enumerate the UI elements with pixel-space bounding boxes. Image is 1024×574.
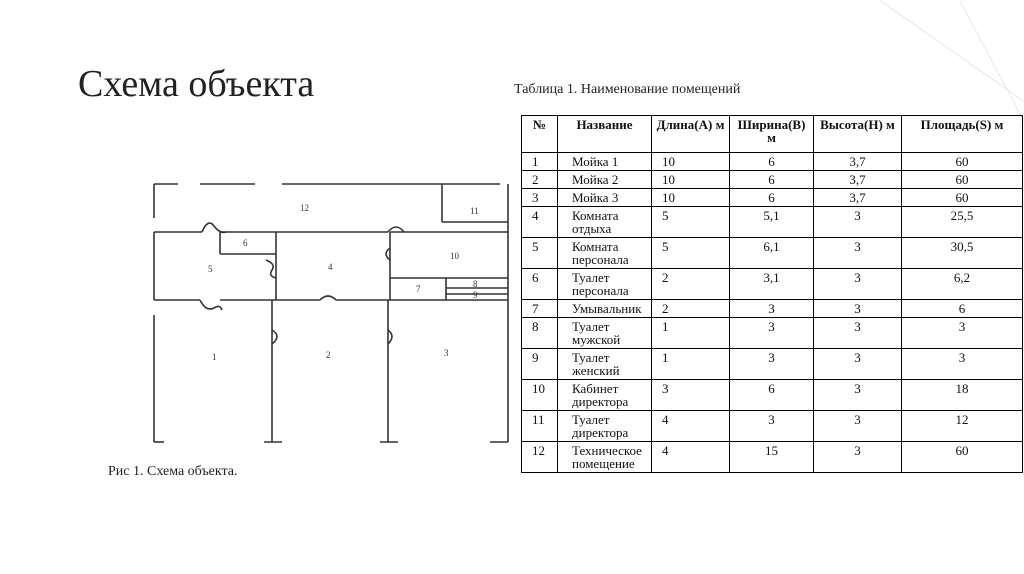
table-cell: 60 bbox=[902, 153, 1023, 171]
table-row bbox=[522, 411, 1023, 442]
table-cell: 6 bbox=[730, 380, 814, 411]
table-cell: 10 bbox=[652, 189, 730, 207]
header-cell: № bbox=[522, 116, 558, 153]
table-cell: 3 bbox=[814, 269, 902, 300]
table-cell: 3 bbox=[814, 238, 902, 269]
table-cell: 2 bbox=[652, 300, 730, 318]
table-cell: 3 bbox=[730, 411, 814, 442]
header-cell: Высота(Н) м bbox=[814, 116, 902, 153]
table-cell: 3 bbox=[652, 380, 730, 411]
table-cell: 1 bbox=[652, 318, 730, 349]
room-label: 1 bbox=[212, 352, 217, 362]
table-cell: Мойка 2 bbox=[558, 171, 652, 189]
table-cell: 10 bbox=[522, 380, 558, 411]
room-label: 12 bbox=[300, 203, 309, 213]
table-cell: 25,5 bbox=[902, 207, 1023, 238]
table-cell: 3 bbox=[522, 189, 558, 207]
table-cell: 5,1 bbox=[730, 207, 814, 238]
table-cell: Комната отдыха bbox=[558, 207, 652, 238]
table-cell: 10 bbox=[652, 153, 730, 171]
room-label: 7 bbox=[416, 284, 421, 294]
table-cell: 6 bbox=[902, 300, 1023, 318]
table-cell: Техническое помещение bbox=[558, 442, 652, 473]
figure-caption: Рис 1. Схема объекта. bbox=[108, 464, 238, 479]
table-cell: 7 bbox=[522, 300, 558, 318]
table-row bbox=[522, 171, 1023, 189]
header-cell: Ширина(В) м bbox=[730, 116, 814, 153]
table-cell: 3 bbox=[814, 318, 902, 349]
table-cell: Умывальник bbox=[558, 300, 652, 318]
table-row bbox=[522, 189, 1023, 207]
table-cell: 6 bbox=[730, 189, 814, 207]
room-label: 8 bbox=[473, 279, 478, 289]
slide-title: Схема объекта bbox=[78, 63, 315, 105]
table-cell: 4 bbox=[522, 207, 558, 238]
table-cell: 3,1 bbox=[730, 269, 814, 300]
table-cell: 18 bbox=[902, 380, 1023, 411]
table-cell: 2 bbox=[522, 171, 558, 189]
room-label: 10 bbox=[450, 251, 459, 261]
header-cell: Площадь(S) м bbox=[902, 116, 1023, 153]
table-cell: 6,1 bbox=[730, 238, 814, 269]
table-cell: 3 bbox=[814, 207, 902, 238]
room-label: 3 bbox=[444, 348, 449, 358]
table-cell: 1 bbox=[652, 349, 730, 380]
table-cell: 6 bbox=[730, 153, 814, 171]
rooms-table bbox=[521, 115, 1023, 473]
room-label: 5 bbox=[208, 264, 213, 274]
table-cell: 11 bbox=[522, 411, 558, 442]
table-cell: 3 bbox=[814, 380, 902, 411]
table-cell: 60 bbox=[902, 189, 1023, 207]
table-cell: 4 bbox=[652, 442, 730, 473]
table-cell: 4 bbox=[652, 411, 730, 442]
table-cell: 3,7 bbox=[814, 153, 902, 171]
room-label: 9 bbox=[473, 290, 478, 300]
table-cell: 10 bbox=[652, 171, 730, 189]
room-label: 6 bbox=[243, 238, 248, 248]
table-row bbox=[522, 318, 1023, 349]
table-cell: Мойка 3 bbox=[558, 189, 652, 207]
room-label: 11 bbox=[470, 206, 479, 216]
table-row bbox=[522, 153, 1023, 171]
table-cell: 5 bbox=[652, 238, 730, 269]
table-cell: 6 bbox=[730, 171, 814, 189]
table-cell: Туалет персонала bbox=[558, 269, 652, 300]
table-cell: 6,2 bbox=[902, 269, 1023, 300]
table-cell: Комната персонала bbox=[558, 238, 652, 269]
table-cell: 15 bbox=[730, 442, 814, 473]
room-label: 4 bbox=[328, 262, 333, 272]
table-cell: Мойка 1 bbox=[558, 153, 652, 171]
table-body bbox=[522, 153, 1023, 473]
table-cell: 8 bbox=[522, 318, 558, 349]
table-cell: 60 bbox=[902, 442, 1023, 473]
table-caption: Таблица 1. Наименование помещений bbox=[514, 82, 741, 97]
table-cell: 9 bbox=[522, 349, 558, 380]
floor-plan bbox=[140, 170, 510, 445]
table-cell: 3,7 bbox=[814, 171, 902, 189]
table-cell: 3 bbox=[814, 300, 902, 318]
table-row bbox=[522, 269, 1023, 300]
table-cell: 2 bbox=[652, 269, 730, 300]
table-cell: Туалет женский bbox=[558, 349, 652, 380]
table-cell: 12 bbox=[522, 442, 558, 473]
table-cell: 6 bbox=[522, 269, 558, 300]
table-cell: Туалет мужской bbox=[558, 318, 652, 349]
table-cell: Туалет директора bbox=[558, 411, 652, 442]
decorative-line bbox=[879, 0, 1024, 127]
table-row bbox=[522, 380, 1023, 411]
table-cell: 5 bbox=[522, 238, 558, 269]
table-cell: 3 bbox=[730, 318, 814, 349]
table-cell: 3 bbox=[902, 349, 1023, 380]
table-row bbox=[522, 207, 1023, 238]
table-cell: 3 bbox=[814, 442, 902, 473]
table-cell: 3 bbox=[814, 349, 902, 380]
table-row bbox=[522, 349, 1023, 380]
table-cell: 60 bbox=[902, 171, 1023, 189]
table-cell: 3 bbox=[730, 300, 814, 318]
table-row bbox=[522, 442, 1023, 473]
table-header-row bbox=[522, 116, 1023, 153]
table-row bbox=[522, 238, 1023, 269]
header-cell: Название bbox=[558, 116, 652, 153]
table-row bbox=[522, 300, 1023, 318]
table-cell: 3 bbox=[902, 318, 1023, 349]
table-cell: 3 bbox=[814, 411, 902, 442]
table-cell: Кабинет директора bbox=[558, 380, 652, 411]
header-cell: Длина(А) м bbox=[652, 116, 730, 153]
table-cell: 3,7 bbox=[814, 189, 902, 207]
table-cell: 3 bbox=[730, 349, 814, 380]
room-label: 2 bbox=[326, 350, 331, 360]
table-cell: 1 bbox=[522, 153, 558, 171]
table-cell: 5 bbox=[652, 207, 730, 238]
table-cell: 30,5 bbox=[902, 238, 1023, 269]
table-cell: 12 bbox=[902, 411, 1023, 442]
